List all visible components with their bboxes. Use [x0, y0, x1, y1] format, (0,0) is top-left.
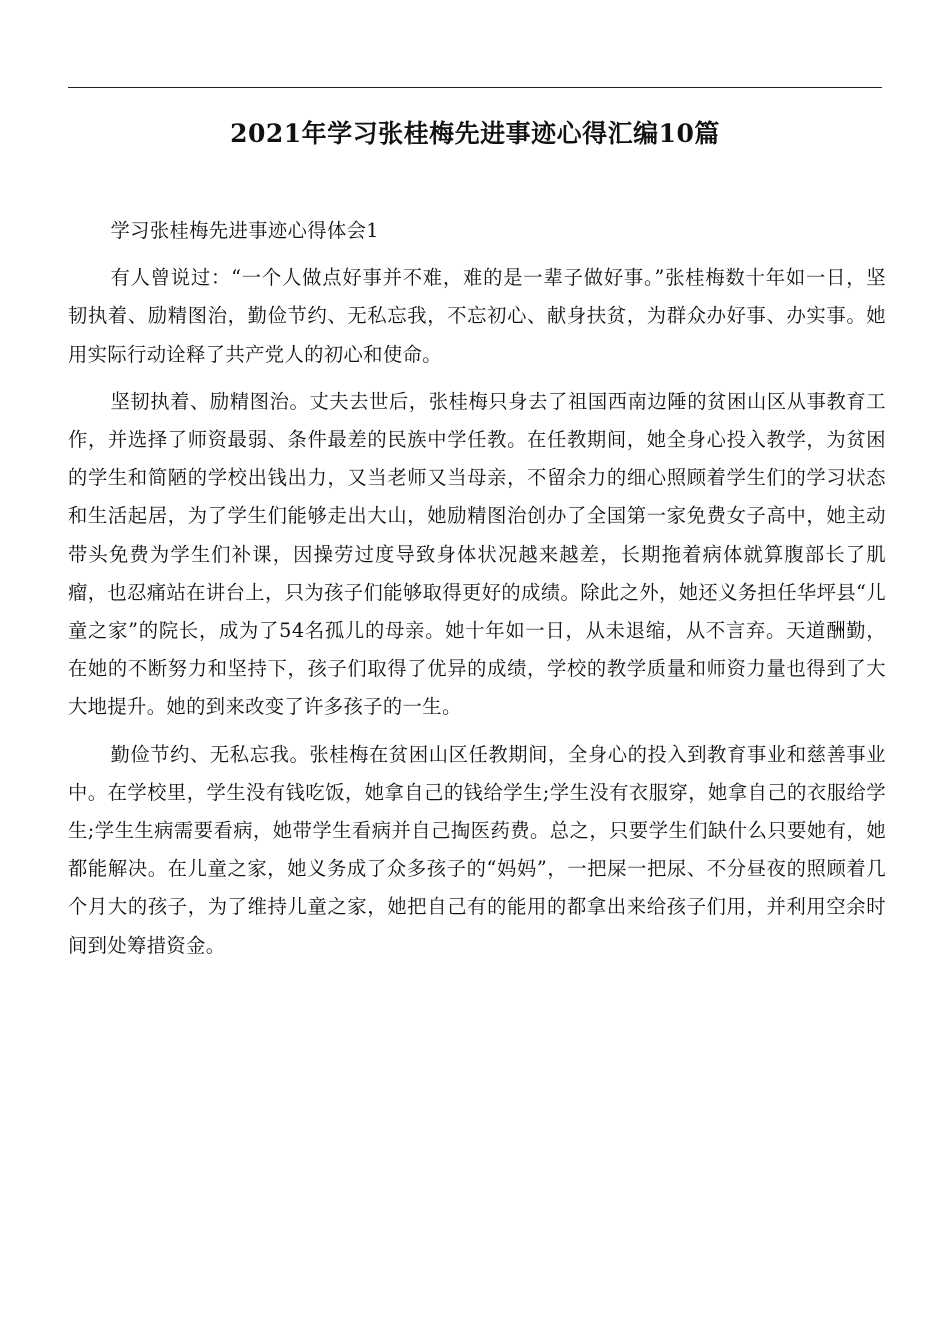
header-rule — [68, 87, 882, 88]
document-body — [68, 212, 886, 974]
paragraph-intro: 有人曾说过：“一个人做点好事并不难，难的是一辈子做好事。”张桂梅数十年如一日，坚韧执着、励精图治，勤俭节约、无私忘我，不忘初心、献身扶贫，为群众办好事、办实事。她用实际行动诠释了共产党人的初心和使命。 — [68, 266, 886, 366]
document-title: 2021年学习张桂梅先进事迹心得汇编10篇 — [230, 118, 720, 148]
paragraph-selflessness: 勤俭节约、无私忘我。张桂梅在贫困山区任教期间，全身心的投入到教育事业和慈善事业中。在学校里，学生没有钱吃饭，她拿自己的钱给学生;学生没有衣服穿，她拿自己的衣服给学生;学生生病需要看病，她带学生看病并自己掏医药费。总之，只要学生们缺什么只要她有，她都能解决。在儿童之家，她义务成了众多孩子的“妈妈”，一把屎一把尿、不分昼夜的照顾着几个月大的孩子，为了维持儿童之家，她把自己有的能用的都拿出来给孩子们用，并利用空余时间到处筹措资金。 — [68, 742, 886, 957]
section-heading: 学习张桂梅先进事迹心得体会1 — [110, 219, 379, 242]
paragraph-perseverance: 坚韧执着、励精图治。丈夫去世后，张桂梅只身去了祖国西南边陲的贫困山区从事教育工作，并选择了师资最弱、条件最差的民族中学任教。在任教期间，她全身心投入教学，为贫困的学生和简陋的学校出钱出力，又当老师又当母亲，不留余力的细心照顾着学生们的学习状态和生活起居，为了学生们能够走出大山，她励精图治创办了全国第一家免费女子高中，她主动带头免费为学生们补课，因操劳过度导致身体状况越来越差，长期拖着病体就算腹部长了肌瘤，也忍痛站在讲台上，只为孩子们能够取得更好的成绩。除此之外，她还义务担任华坪县“儿童之家”的院长，成为了54名孤儿的母亲。她十年如一日，从未退缩，从不言弃。天道酬勤，在她的不断努力和坚持下，孩子们取得了优异的成绩，学校的教学质量和师资力量也得到了大大地提升。她的到来改变了许多孩子的一生。 — [68, 389, 886, 719]
